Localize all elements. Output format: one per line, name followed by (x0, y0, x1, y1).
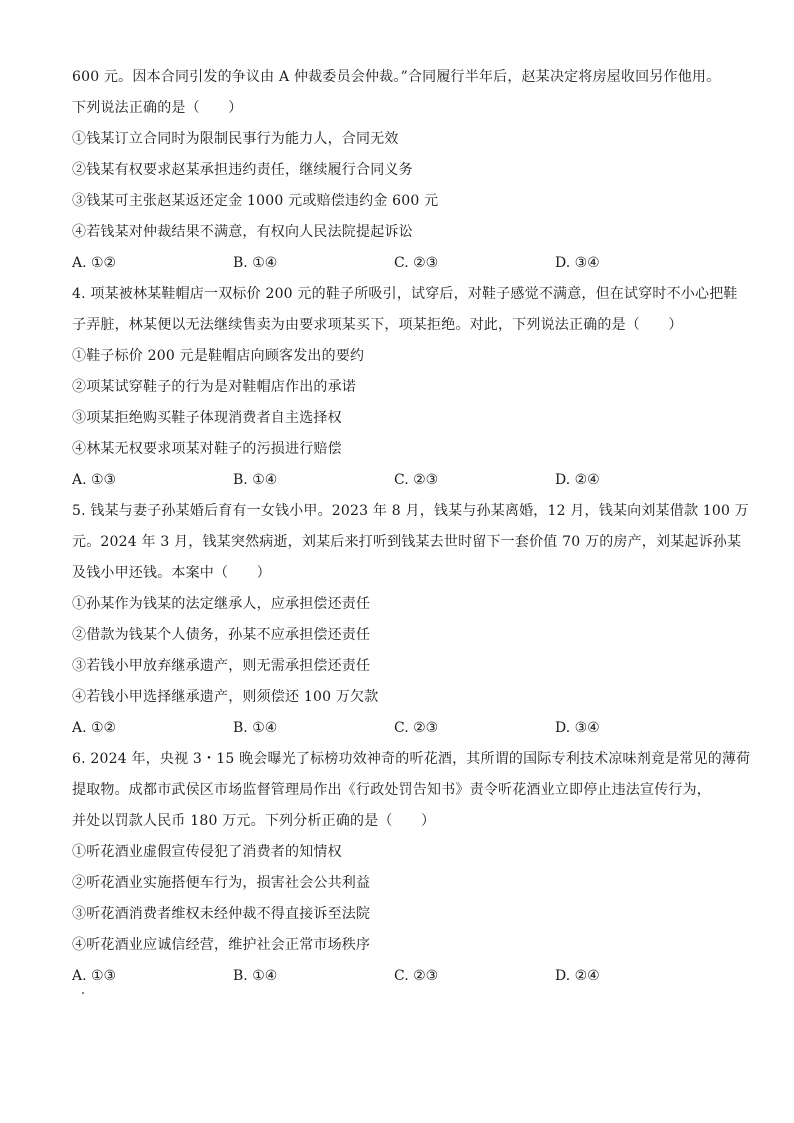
statement-3: ③若钱小甲放弃继承遗产，则无需承担偿还责任 (72, 658, 371, 674)
option-c: C. ②③ (394, 720, 439, 736)
statement-4: ④若钱某对仲裁结果不满意，有权向人民法院提起诉讼 (72, 224, 413, 240)
question-text-line: 6. 2024 年，央视 3・15 晚会曝光了标榜功效神奇的听花酒，其所谓的国际专利技术凉味剂竟是常见的薄荷 (72, 751, 751, 767)
statement-2: ②听花酒业实施搭便车行为，损害社会公共利益 (72, 875, 371, 891)
question-text-line: 并处以罚款人民币 180 万元。下列分析正确的是（ ） (72, 813, 436, 829)
question-prompt: 下列说法正确的是（ ） (72, 100, 243, 116)
option-b: B. ①④ (233, 720, 278, 736)
option-c: C. ②③ (394, 255, 439, 271)
question-6 (72, 744, 751, 992)
statement-1: ①钱某订立合同时为限制民事行为能力人，合同无效 (72, 131, 399, 147)
document-page (72, 62, 751, 992)
option-a: A. ①③ (72, 472, 117, 488)
question-3 (72, 62, 728, 279)
statement-1: ①孙某作为钱某的法定继承人，应承担偿还责任 (72, 596, 371, 612)
statement-4: ④若钱小甲选择继承遗产，则须偿还 100 万欠款 (72, 689, 379, 705)
answer-options (72, 465, 728, 496)
option-d: D. ③④ (555, 720, 600, 736)
question-5 (72, 496, 749, 744)
stray-mark (82, 992, 84, 994)
statement-4: ④听花酒业应诚信经营，维护社会正常市场秩序 (72, 937, 371, 953)
option-c: C. ②③ (394, 968, 439, 984)
statement-2: ②借款为钱某个人债务，孙某不应承担偿还责任 (72, 627, 371, 643)
question-text-line: 子弄脏，林某便以无法继续售卖为由要求项某买下，项某拒绝。对此，下列说法正确的是（ ） (72, 317, 683, 333)
option-c: C. ②③ (394, 472, 439, 488)
statement-2: ②项某试穿鞋子的行为是对鞋帽店作出的承诺 (72, 379, 356, 395)
option-b: B. ①④ (233, 472, 278, 488)
answer-options (72, 713, 728, 744)
statement-3: ③项某拒绝购买鞋子体现消费者自主选择权 (72, 410, 342, 426)
option-a: A. ①② (72, 720, 117, 736)
statement-1: ①鞋子标价 200 元是鞋帽店向顾客发出的要约 (72, 348, 365, 364)
option-b: B. ①④ (233, 255, 278, 271)
question-text-line: 及钱小甲还钱。本案中（ ） (72, 565, 271, 581)
option-a: A. ①② (72, 255, 117, 271)
question-text-line: 4. 项某被林某鞋帽店一双标价 200 元的鞋子所吸引，试穿后，对鞋子感觉不满意，但在试穿时不小心把鞋 (72, 286, 738, 302)
statement-3: ③钱某可主张赵某返还定金 1000 元或赔偿违约金 600 元 (72, 193, 439, 209)
question-text-line: 提取物。成都市武侯区市场监督管理局作出《行政处罚告知书》责令听花酒业立即停止违法宣传行为， (72, 782, 711, 798)
statement-1: ①听花酒业虚假宣传侵犯了消费者的知情权 (72, 844, 342, 860)
option-b: B. ①④ (233, 968, 278, 984)
answer-options (72, 961, 728, 992)
question-text-line: 元。2024 年 3 月，钱某突然病逝，刘某后来打听到钱某去世时留下一套价值 70 万的房产，刘某起诉孙某 (72, 534, 742, 550)
question-text-line: 600 元。因本合同引发的争议由 A 仲裁委员会仲裁。”合同履行半年后，赵某决定将房屋收回另作他用。 (72, 69, 721, 85)
statement-3: ③听花酒消费者维权未经仲裁不得直接诉至法院 (72, 906, 371, 922)
question-4 (72, 279, 738, 496)
option-d: D. ③④ (555, 255, 600, 271)
option-d: D. ②④ (555, 472, 600, 488)
option-d: D. ②④ (555, 968, 600, 984)
statement-2: ②钱某有权要求赵某承担违约责任，继续履行合同义务 (72, 162, 413, 178)
option-a: A. ①③ (72, 968, 117, 984)
answer-options (72, 248, 728, 279)
statement-4: ④林某无权要求项某对鞋子的污损进行赔偿 (72, 441, 342, 457)
question-text-line: 5. 钱某与妻子孙某婚后育有一女钱小甲。2023 年 8 月，钱某与孙某离婚，12 月，钱某向刘某借款 100 万 (72, 503, 749, 519)
